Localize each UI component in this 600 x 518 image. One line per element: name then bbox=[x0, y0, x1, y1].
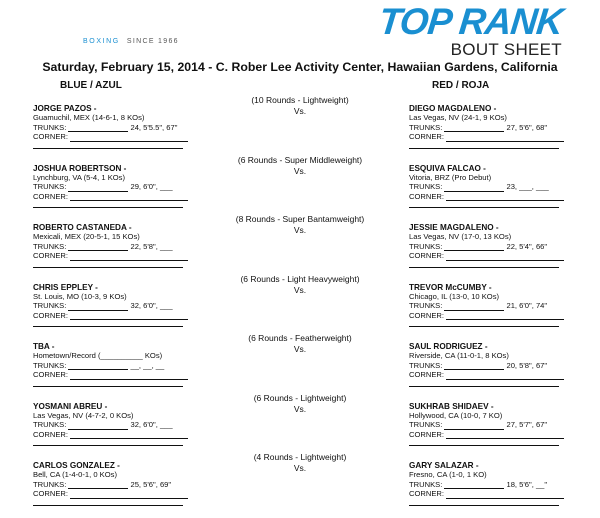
bout-format: (10 Rounds - Lightweight) bbox=[251, 95, 349, 105]
corner-row bbox=[33, 430, 223, 439]
trunks-blank bbox=[68, 183, 128, 192]
trunks-label: TRUNKS: bbox=[409, 360, 443, 370]
trunks-blank bbox=[68, 361, 128, 370]
fighter-name: TBA - bbox=[33, 342, 55, 351]
corner-row bbox=[33, 251, 223, 260]
divider-line bbox=[409, 326, 559, 327]
trunks-details: 18, 5'6", __" bbox=[506, 479, 548, 489]
bout-row-4 bbox=[0, 274, 600, 334]
vs-label: Vs. bbox=[293, 106, 307, 116]
trunks-details: 23, ___, ___ bbox=[506, 182, 549, 192]
trunks-label: TRUNKS: bbox=[33, 360, 67, 370]
fighter-name: YOSMANI ABREU - bbox=[33, 401, 108, 411]
trunks-blank bbox=[444, 480, 504, 489]
trunks-blank bbox=[68, 302, 128, 311]
bout-center bbox=[180, 274, 420, 296]
divider-line bbox=[409, 148, 559, 149]
tagline-since: SINCE 1966 bbox=[126, 38, 179, 45]
trunks-label: TRUNKS: bbox=[409, 479, 443, 489]
fighter-info: Riverside, CA (11-0-1, 8 KOs) bbox=[409, 351, 509, 361]
corner-label: CORNER: bbox=[409, 310, 445, 320]
trunks-label: TRUNKS: bbox=[409, 182, 443, 192]
trunks-row bbox=[33, 301, 223, 310]
trunks-details: 29, 6'0", ___ bbox=[130, 182, 173, 192]
corner-blank bbox=[70, 311, 188, 320]
red-corner-heading: RED / ROJA bbox=[432, 80, 490, 91]
vs-label: Vs. bbox=[293, 284, 307, 295]
fighter-name: DIEGO MAGDALENO - bbox=[409, 104, 497, 113]
trunks-details: 22, 5'4", 66" bbox=[506, 241, 548, 251]
divider-line bbox=[409, 445, 559, 446]
corner-row bbox=[409, 311, 599, 320]
fighter-name: GARY SALAZAR - bbox=[409, 461, 479, 470]
bout-center bbox=[180, 393, 420, 415]
corner-blank bbox=[70, 371, 188, 380]
trunks-details: 22, 5'8", ___ bbox=[130, 241, 173, 251]
corner-label: CORNER: bbox=[33, 429, 69, 439]
bout-row-2 bbox=[0, 155, 600, 215]
corner-label: CORNER: bbox=[409, 429, 445, 439]
corner-row bbox=[409, 192, 599, 201]
divider-line bbox=[409, 267, 559, 268]
bout-format: (6 Rounds - Light Heavyweight) bbox=[240, 273, 360, 284]
fighter-info: Hollywood, CA (10-0, 7 KO) bbox=[409, 410, 503, 420]
trunks-row bbox=[409, 480, 599, 489]
corner-row bbox=[33, 311, 223, 320]
fighter-name: SAUL RODRIGUEZ - bbox=[409, 342, 488, 351]
corner-row bbox=[33, 370, 223, 379]
bout-row-1 bbox=[0, 95, 600, 155]
corner-label: CORNER: bbox=[33, 132, 69, 142]
corner-blank bbox=[446, 311, 564, 320]
bout-center bbox=[180, 333, 420, 355]
trunks-blank bbox=[444, 242, 504, 251]
red-fighter bbox=[409, 402, 599, 447]
corner-blank bbox=[70, 133, 188, 142]
trunks-row bbox=[409, 242, 599, 251]
fighter-info: Lynchburg, VA (5-4, 1 KOs) bbox=[33, 172, 126, 182]
corner-label: CORNER: bbox=[409, 489, 445, 499]
fighter-name: ESQUIVA FALCAO - bbox=[409, 163, 486, 173]
fighter-info: Las Vegas, NV (17-0, 13 KOs) bbox=[409, 232, 512, 242]
trunks-label: TRUNKS: bbox=[33, 241, 67, 251]
corner-row bbox=[409, 489, 599, 498]
bout-format: (8 Rounds - Super Bantamweight) bbox=[235, 214, 365, 224]
corner-blank bbox=[70, 430, 188, 439]
fighter-info: Fresno, CA (1-0, 1 KO) bbox=[409, 470, 487, 480]
corner-label: CORNER: bbox=[409, 132, 445, 142]
corner-row bbox=[409, 132, 599, 141]
corner-row bbox=[409, 430, 599, 439]
trunks-label: TRUNKS: bbox=[409, 122, 443, 132]
divider-line bbox=[33, 505, 183, 506]
corner-label: CORNER: bbox=[409, 251, 445, 261]
corner-blank bbox=[446, 430, 564, 439]
red-fighter bbox=[409, 461, 599, 506]
trunks-details: 20, 5'8", 67" bbox=[506, 360, 548, 370]
fighter-name: JOSHUA ROBERTSON - bbox=[33, 163, 127, 173]
trunks-details: 25, 5'6", 69" bbox=[130, 479, 172, 489]
fighter-info: Vitoria, BRZ (Pro Debut) bbox=[409, 172, 492, 182]
corner-row bbox=[409, 251, 599, 260]
fighter-info: Guamuchil, MEX (14-6-1, 8 KOs) bbox=[33, 113, 145, 123]
bout-row-6 bbox=[0, 393, 600, 453]
trunks-blank bbox=[444, 183, 504, 192]
divider-line bbox=[33, 207, 183, 208]
trunks-row bbox=[409, 301, 599, 310]
corner-blank bbox=[446, 490, 564, 499]
red-fighter bbox=[409, 283, 599, 328]
corner-blank bbox=[70, 192, 188, 201]
trunks-row bbox=[33, 480, 223, 489]
divider-line bbox=[33, 267, 183, 268]
corner-label: CORNER: bbox=[33, 370, 69, 380]
bout-format: (4 Rounds - Lightweight) bbox=[253, 452, 347, 462]
corner-blank bbox=[446, 371, 564, 380]
corner-row bbox=[33, 192, 223, 201]
red-fighter bbox=[409, 104, 599, 149]
corner-blank bbox=[446, 252, 564, 261]
bout-center bbox=[180, 214, 420, 236]
bout-row-3 bbox=[0, 214, 600, 274]
vs-label: Vs. bbox=[293, 463, 307, 473]
red-fighter bbox=[409, 164, 599, 209]
bout-row-7 bbox=[0, 452, 600, 512]
trunks-label: TRUNKS: bbox=[33, 420, 67, 430]
divider-line bbox=[409, 386, 559, 387]
trunks-label: TRUNKS: bbox=[33, 182, 67, 192]
vs-label: Vs. bbox=[293, 403, 307, 414]
trunks-details: 32, 6'0", ___ bbox=[130, 301, 173, 311]
trunks-row bbox=[33, 361, 223, 370]
bout-center bbox=[180, 95, 420, 117]
fighter-info: Bell, CA (1-4-0-1, 0 KOs) bbox=[33, 470, 117, 480]
corner-label: CORNER: bbox=[33, 489, 69, 499]
event-title: Saturday, February 15, 2014 - C. Rober Lee Activity Center, Hawaiian Gardens, California bbox=[42, 60, 558, 74]
boxing-tagline bbox=[83, 38, 179, 45]
trunks-row bbox=[409, 361, 599, 370]
trunks-label: TRUNKS: bbox=[33, 122, 67, 132]
corner-blank bbox=[70, 490, 188, 499]
corner-label: CORNER: bbox=[33, 310, 69, 320]
trunks-blank bbox=[444, 302, 504, 311]
corner-blank bbox=[446, 133, 564, 142]
tagline-boxing: BOXING bbox=[83, 38, 120, 45]
bout-center bbox=[180, 452, 420, 474]
corner-label: CORNER: bbox=[33, 251, 69, 261]
fighter-name: JESSIE MAGDALENO - bbox=[409, 223, 499, 232]
trunks-label: TRUNKS: bbox=[409, 301, 443, 311]
corner-label: CORNER: bbox=[33, 191, 69, 201]
fighter-name: CARLOS GONZALEZ - bbox=[33, 461, 120, 470]
divider-line bbox=[33, 326, 183, 327]
trunks-details: __, __, __ bbox=[130, 360, 165, 370]
vs-label: Vs. bbox=[293, 165, 307, 176]
trunks-row bbox=[409, 182, 599, 191]
logo-wordmark: TOP RANK bbox=[376, 1, 565, 42]
trunks-row bbox=[33, 242, 223, 251]
trunks-blank bbox=[68, 421, 128, 430]
fighter-info: Las Vegas, NV (24-1, 9 KOs) bbox=[409, 113, 507, 123]
corner-label: CORNER: bbox=[409, 370, 445, 380]
corner-blank bbox=[446, 192, 564, 201]
trunks-blank bbox=[68, 123, 128, 132]
trunks-blank bbox=[444, 123, 504, 132]
fighter-name: CHRIS EPPLEY - bbox=[33, 282, 98, 292]
divider-line bbox=[33, 148, 183, 149]
divider-line bbox=[33, 445, 183, 446]
fighter-name: TREVOR McCUMBY - bbox=[409, 282, 492, 292]
trunks-row bbox=[33, 182, 223, 191]
trunks-details: 32, 6'0", ___ bbox=[130, 420, 173, 430]
fighter-name: JORGE PAZOS - bbox=[33, 104, 97, 113]
fighter-info: St. Louis, MO (10-3, 9 KOs) bbox=[33, 291, 127, 301]
trunks-label: TRUNKS: bbox=[409, 241, 443, 251]
divider-line bbox=[33, 386, 183, 387]
trunks-label: TRUNKS: bbox=[33, 301, 67, 311]
red-fighter bbox=[409, 342, 599, 387]
corner-blank bbox=[70, 252, 188, 261]
top-rank-logo bbox=[376, 1, 565, 60]
blue-corner-heading: BLUE / AZUL bbox=[60, 80, 122, 91]
bout-center bbox=[180, 155, 420, 177]
fighter-info: Mexicali, MEX (20-5-1, 15 KOs) bbox=[33, 232, 140, 242]
trunks-details: 21, 6'0", 74" bbox=[506, 301, 548, 311]
fighter-name: SUKHRAB SHIDAEV - bbox=[409, 401, 494, 411]
vs-label: Vs. bbox=[293, 225, 307, 235]
trunks-row bbox=[409, 420, 599, 429]
fighter-info: Chicago, IL (13-0, 10 KOs) bbox=[409, 291, 500, 301]
trunks-blank bbox=[444, 361, 504, 370]
bout-format: (6 Rounds - Featherweight) bbox=[248, 333, 352, 343]
trunks-blank bbox=[68, 242, 128, 251]
bout-format: (6 Rounds - Super Middleweight) bbox=[237, 154, 363, 165]
fighter-info: Las Vegas, NV (4-7-2, 0 KOs) bbox=[33, 410, 134, 420]
divider-line bbox=[409, 207, 559, 208]
vs-label: Vs. bbox=[293, 344, 307, 354]
trunks-details: 27, 5'7", 67" bbox=[506, 420, 548, 430]
trunks-row bbox=[33, 123, 223, 132]
trunks-blank bbox=[444, 421, 504, 430]
fighter-name: ROBERTO CASTANEDA - bbox=[33, 223, 132, 232]
trunks-label: TRUNKS: bbox=[33, 479, 67, 489]
corner-row bbox=[33, 489, 223, 498]
trunks-details: 24, 5'5.5", 67" bbox=[130, 122, 178, 132]
corner-label: CORNER: bbox=[409, 191, 445, 201]
bout-sheet-subtitle: BOUT SHEET bbox=[450, 40, 562, 59]
trunks-row bbox=[409, 123, 599, 132]
bout-format: (6 Rounds - Lightweight) bbox=[253, 392, 347, 403]
trunks-row bbox=[33, 420, 223, 429]
divider-line bbox=[409, 505, 559, 506]
corner-row bbox=[409, 370, 599, 379]
red-fighter bbox=[409, 223, 599, 268]
trunks-blank bbox=[68, 480, 128, 489]
trunks-label: TRUNKS: bbox=[409, 420, 443, 430]
corner-row bbox=[33, 132, 223, 141]
bout-row-5 bbox=[0, 333, 600, 393]
trunks-details: 27, 5'6", 68" bbox=[506, 122, 548, 132]
fighter-info: Hometown/Record (__________ KOs) bbox=[33, 351, 163, 361]
